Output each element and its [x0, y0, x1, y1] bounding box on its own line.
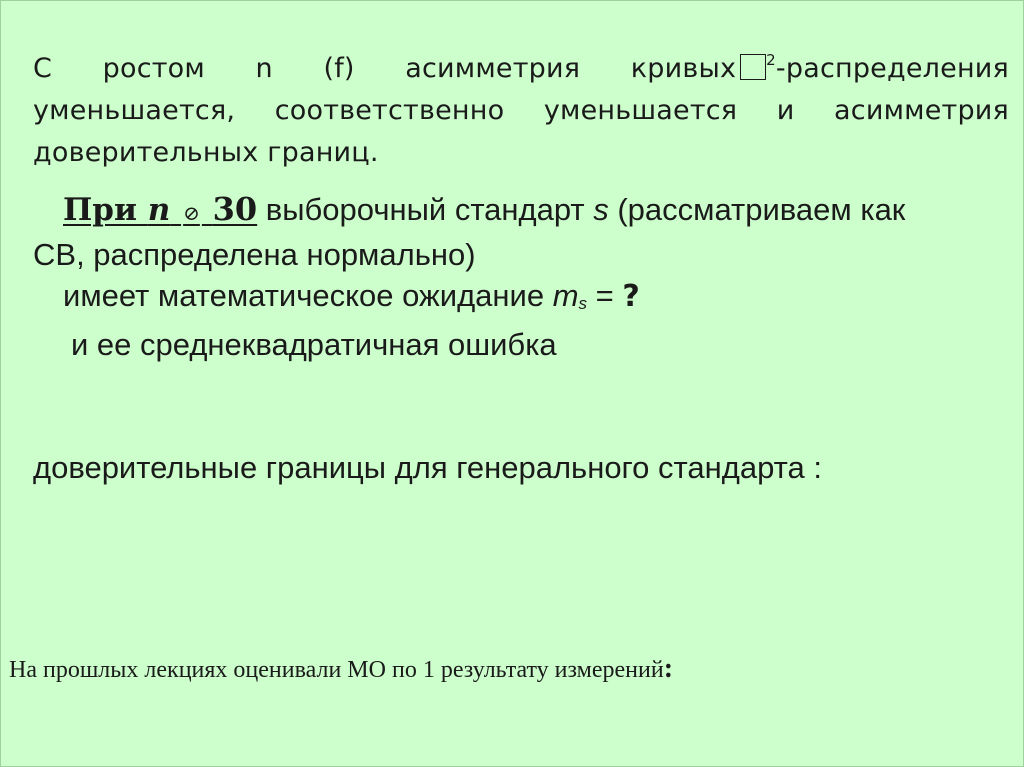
paragraph1-line1: [33, 39, 1009, 90]
condition-n-30: [63, 192, 257, 228]
previous-lectures-text: На прошлых лекциях оценивали МО по 1 результату измерений: [9, 657, 664, 683]
greater-equal-symbol-icon: ⊘: [183, 201, 200, 225]
chi-superscript: 2: [766, 51, 776, 69]
paragraph1-line2: уменьшается, соответственно уменьшается и асимметрия: [33, 95, 1009, 126]
paragraph1-line3: доверительных границ.: [33, 137, 379, 168]
condition-value: 30: [212, 190, 258, 228]
paragraph2-line1-text: выборочный стандарт: [257, 192, 594, 227]
paragraph-sample-standard: [33, 189, 1009, 365]
m-subscript: s: [578, 294, 588, 313]
paragraph-confidence-bounds: доверительные границы для генерального стандарта :: [33, 450, 822, 485]
paragraph-chi-square-asymmetry: [33, 39, 1009, 174]
paragraph2-line1: [33, 189, 1009, 234]
chi-symbol-placeholder-icon: [740, 54, 766, 80]
paragraph2-line2: СВ, распределена нормально): [33, 237, 476, 272]
paragraph1-line1-text: С ростом n (f) асимметрия кривых: [33, 53, 737, 84]
question-mark: ?: [622, 279, 640, 314]
condition-variable: n: [147, 192, 171, 228]
paragraph1-line1-tail: -распределения: [775, 53, 1009, 84]
equals-sign: =: [587, 278, 623, 313]
paragraph-previous-lectures: [9, 653, 1009, 686]
m-symbol: m: [552, 278, 579, 313]
paragraph2-line1-tail: (рассматриваем как: [608, 192, 906, 227]
s-symbol: s: [593, 192, 609, 227]
condition-prefix: При: [63, 192, 148, 228]
previous-lectures-colon: :: [663, 653, 674, 684]
paragraph2-line3: [33, 275, 1009, 324]
paragraph2-line4: и ее среднеквадратичная ошибка: [71, 327, 557, 362]
paragraph2-line3-text: имеет математическое ожидание: [63, 278, 553, 313]
